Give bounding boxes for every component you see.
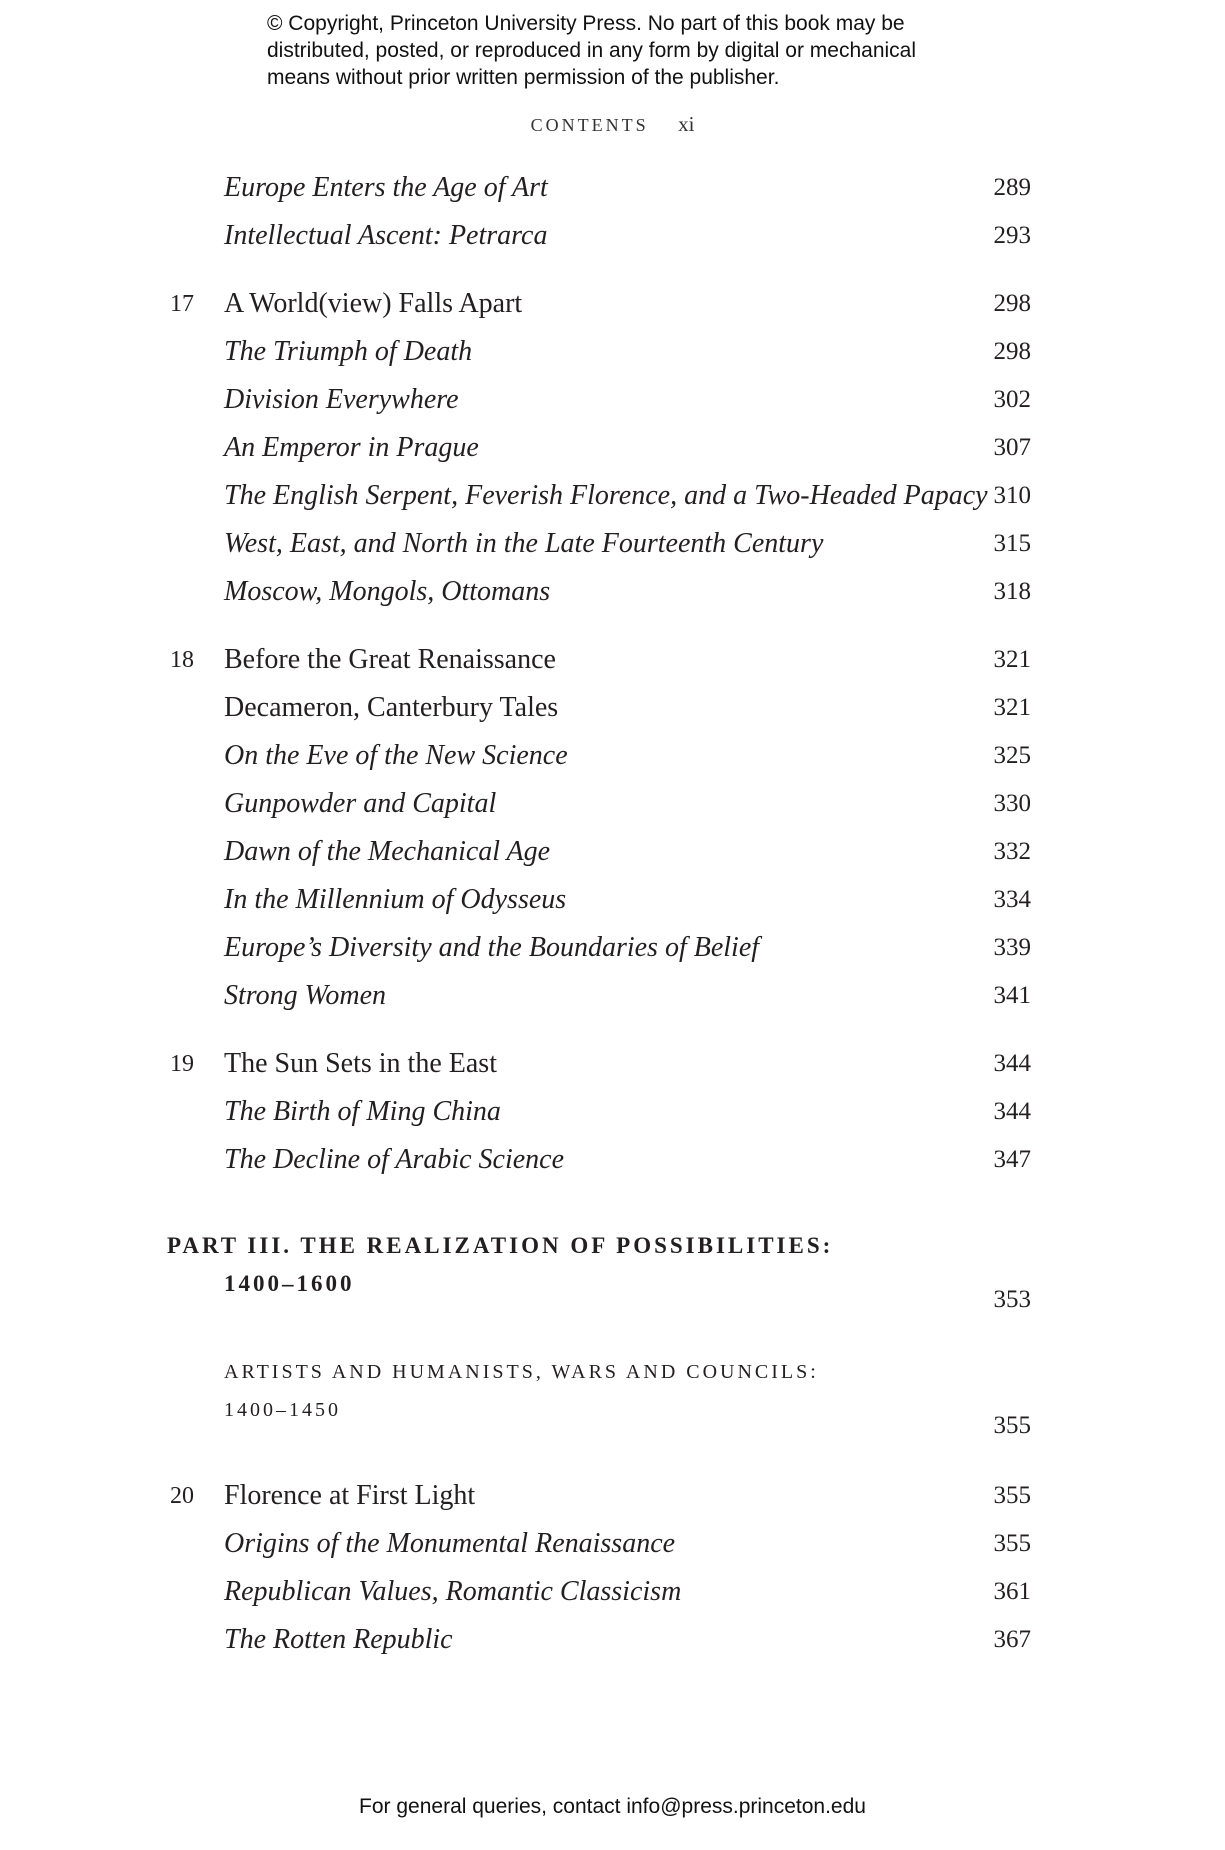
toc-entry-title: Dawn of the Mechanical Age	[224, 836, 551, 867]
part-heading-line-1: PART III. THE REALIZATION OF POSSIBILITIES:	[167, 1233, 834, 1258]
toc-entry-title: Europe’s Diversity and the Boundaries of Belief	[224, 932, 760, 963]
toc-page-number: 307	[993, 434, 1031, 461]
toc-page-number: 339	[993, 934, 1031, 961]
toc-entry-title: The Birth of Ming China	[224, 1096, 501, 1127]
subpart-heading	[224, 1353, 819, 1429]
toc-chapter-row	[0, 640, 1225, 680]
toc-page-number: 330	[993, 790, 1031, 817]
toc-entry-title: West, East, and North in the Late Fourteenth Century	[224, 528, 824, 559]
toc-page-number: 302	[993, 386, 1031, 413]
toc-page-number: 334	[993, 886, 1031, 913]
toc-page-number: 347	[993, 1146, 1031, 1173]
copyright-line-1: © Copyright, Princeton University Press. No part of this book may be	[267, 12, 905, 35]
subpart-heading-line-1: ARTISTS AND HUMANISTS, WARS AND COUNCILS:	[224, 1361, 819, 1383]
toc-entry-title: The Rotten Republic	[224, 1624, 453, 1655]
toc-entry-title: Republican Values, Romantic Classicism	[224, 1576, 682, 1607]
toc-section-row	[0, 1140, 1225, 1180]
toc-page-number: 289	[993, 174, 1031, 201]
toc-entry-title: Origins of the Monumental Renaissance	[224, 1528, 676, 1559]
toc-entry-title: Gunpowder and Capital	[224, 788, 497, 819]
toc-entry-title: The English Serpent, Feverish Florence, and a Two-Headed Papacy	[224, 480, 988, 511]
chapter-number: 17	[170, 291, 194, 317]
toc-page-number: 310	[993, 482, 1031, 509]
toc-page-number: 321	[993, 694, 1031, 721]
toc-page-number: 332	[993, 838, 1031, 865]
toc-page-number: 367	[993, 1626, 1031, 1653]
toc-section-row	[0, 1620, 1225, 1660]
copyright-notice	[267, 10, 1027, 91]
toc-entry-title: Moscow, Mongols, Ottomans	[224, 576, 551, 607]
toc-page-number: 321	[993, 646, 1031, 673]
toc-page-number: 293	[993, 222, 1031, 249]
toc-section-row	[0, 476, 1225, 516]
toc-entry-title: Europe Enters the Age of Art	[224, 172, 548, 203]
toc-page-number: 298	[993, 338, 1031, 365]
toc-section-row	[0, 572, 1225, 612]
toc-section-row	[0, 524, 1225, 564]
toc-section-row	[0, 976, 1225, 1016]
toc-section-row	[0, 784, 1225, 824]
subpart-heading-line-2: 1400–1450	[224, 1399, 341, 1421]
part-heading-line-2: 1400–1600	[224, 1271, 355, 1296]
toc-entry-title: Division Everywhere	[224, 384, 459, 415]
toc-entry-title: The Decline of Arabic Science	[224, 1144, 565, 1175]
toc-entry-title: A World(view) Falls Apart	[224, 288, 523, 319]
toc-page-number: 344	[993, 1098, 1031, 1125]
toc-entry-title: Decameron, Canterbury Tales	[224, 692, 559, 723]
toc-page-number: 341	[993, 982, 1031, 1009]
toc-chapter-row	[0, 284, 1225, 324]
toc-section-row	[0, 1524, 1225, 1564]
running-head	[0, 112, 1225, 137]
toc-entry-title: In the Millennium of Odysseus	[224, 884, 567, 915]
toc-page-number: 355	[993, 1530, 1031, 1557]
part-heading	[167, 1227, 833, 1303]
toc-entry-title: The Sun Sets in the East	[224, 1048, 497, 1079]
toc-page-number: 315	[993, 530, 1031, 557]
chapter-number: 18	[170, 647, 194, 673]
toc-section-row	[0, 380, 1225, 420]
toc-section-row	[0, 216, 1225, 256]
subpart-page-number: 355	[993, 1412, 1031, 1439]
copyright-line-2: distributed, posted, or reproduced in any form by digital or mechanical	[267, 39, 917, 62]
toc-section-row	[0, 332, 1225, 372]
toc-chapter-row	[0, 1044, 1225, 1084]
toc-section-row	[0, 736, 1225, 776]
copyright-line-3: means without prior written permission of the publisher.	[267, 66, 780, 89]
toc-entry-title: The Triumph of Death	[224, 336, 473, 367]
running-head-label: CONTENTS	[530, 115, 649, 135]
toc-page-number: 318	[993, 578, 1031, 605]
toc-section-row	[0, 428, 1225, 468]
toc-section-row	[0, 1092, 1225, 1132]
toc-entry-title: Strong Women	[224, 980, 387, 1011]
toc-section-row	[0, 168, 1225, 208]
toc-entry-title: On the Eve of the New Science	[224, 740, 568, 771]
toc-entry-title: Before the Great Renaissance	[224, 644, 556, 675]
toc-section-row	[0, 880, 1225, 920]
part-page-number: 353	[993, 1286, 1031, 1313]
toc-entry-title: An Emperor in Prague	[224, 432, 479, 463]
toc-section-row	[0, 928, 1225, 968]
toc-page-number: 361	[993, 1578, 1031, 1605]
footer-contact: For general queries, contact info@press.princeton.edu	[359, 1795, 866, 1818]
chapter-number: 19	[170, 1051, 194, 1077]
toc-section-row	[0, 1572, 1225, 1612]
toc-page-number: 344	[993, 1050, 1031, 1077]
toc-page-number: 325	[993, 742, 1031, 769]
folio: xi	[678, 112, 695, 136]
toc-page-number: 298	[993, 290, 1031, 317]
toc-entry-title: Florence at First Light	[224, 1480, 476, 1511]
toc-entry-title: Intellectual Ascent: Petrarca	[224, 220, 548, 251]
toc-section-row	[0, 832, 1225, 872]
chapter-number: 20	[170, 1483, 194, 1509]
toc-page-number: 355	[993, 1482, 1031, 1509]
toc-chapter-row	[0, 1476, 1225, 1516]
toc-chapter-row	[0, 688, 1225, 728]
